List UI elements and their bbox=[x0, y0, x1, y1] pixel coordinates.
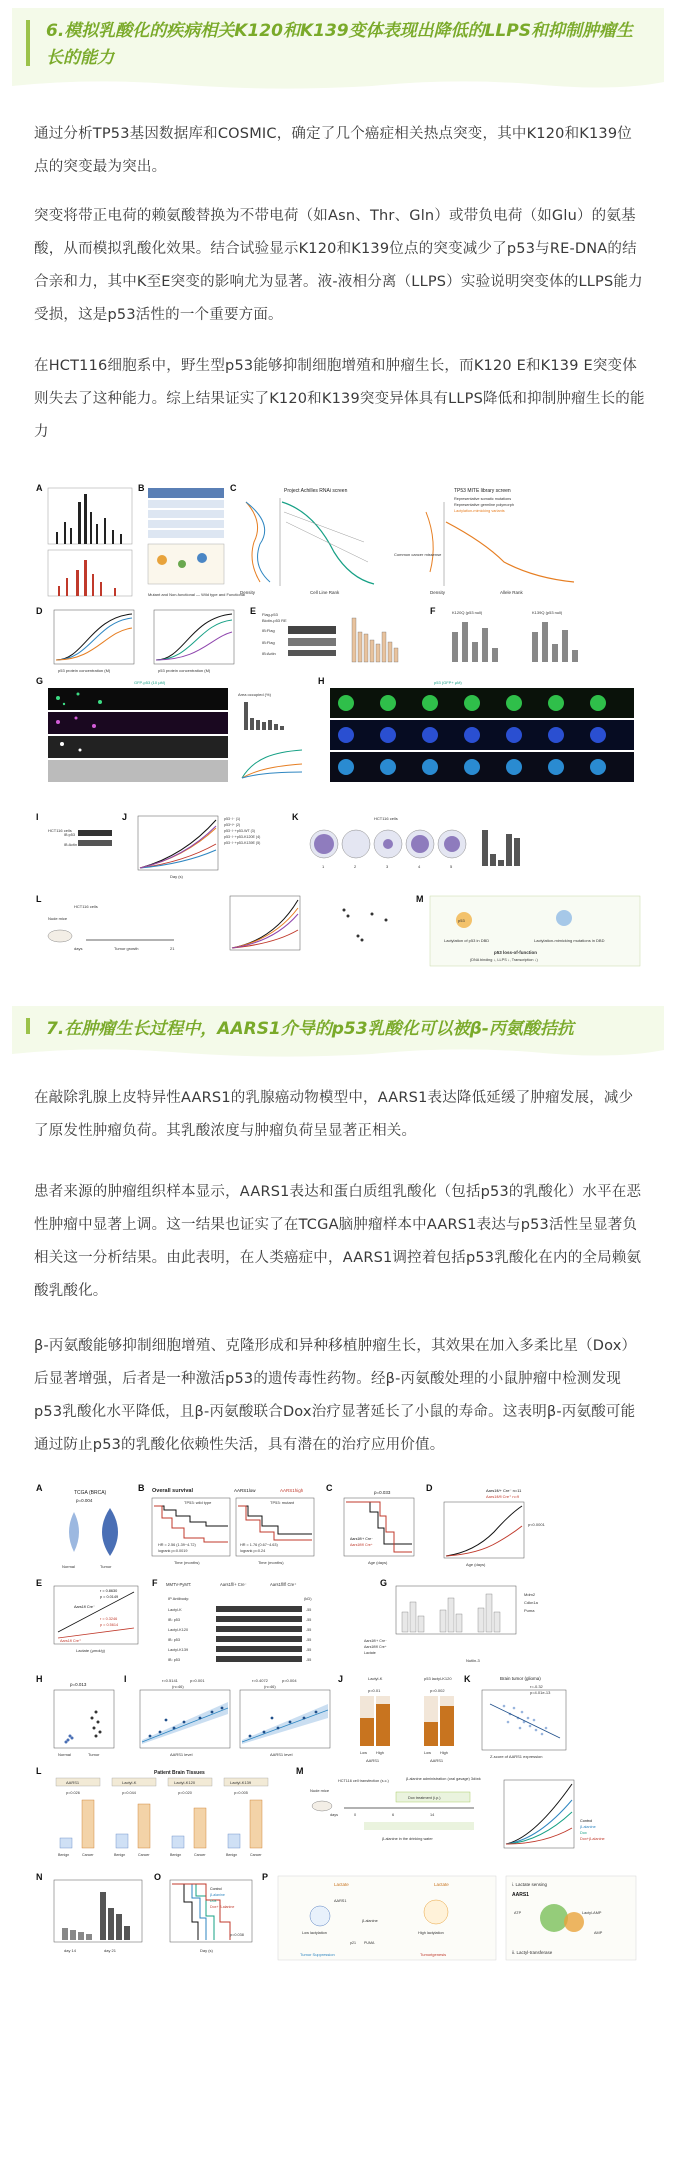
svg-text:Lactyl-K139: Lactyl-K139 bbox=[168, 1648, 189, 1652]
svg-text:Cancer: Cancer bbox=[250, 1853, 262, 1857]
svg-text:Time (months): Time (months) bbox=[258, 1560, 284, 1565]
svg-text:Lactyl-K120: Lactyl-K120 bbox=[168, 1628, 189, 1632]
figure-7 bbox=[34, 1482, 646, 2162]
svg-text:Aars1fl/+ Cre⁻: Aars1fl/+ Cre⁻ bbox=[220, 1582, 247, 1587]
svg-text:p53⁻/⁻+p53-K139E (5): p53⁻/⁻+p53-K139E (5) bbox=[224, 841, 261, 845]
svg-text:p = 0.0149: p = 0.0149 bbox=[100, 1595, 119, 1599]
fig6-panel-a bbox=[36, 483, 132, 596]
svg-text:p=0.002: p=0.002 bbox=[430, 1688, 445, 1693]
svg-text:Patient Brain Tissues: Patient Brain Tissues bbox=[154, 1770, 205, 1776]
svg-text:IB:Actin: IB:Actin bbox=[262, 651, 276, 656]
svg-text:TP53: wild type: TP53: wild type bbox=[184, 1500, 212, 1505]
svg-text:Lactyl-AMP: Lactyl-AMP bbox=[582, 1911, 602, 1915]
svg-text:O: O bbox=[154, 1872, 162, 1882]
fig6-panel-h bbox=[318, 676, 634, 782]
svg-text:1: 1 bbox=[322, 864, 325, 869]
fig7-panel-m bbox=[296, 1766, 605, 1848]
svg-text:β-alanine in the drinking wate: β-alanine in the drinking water bbox=[382, 1837, 433, 1841]
svg-text:p53⁺/⁺ (2): p53⁺/⁺ (2) bbox=[224, 823, 241, 827]
svg-text:Density: Density bbox=[240, 590, 256, 595]
svg-text:Aars1fl Cre⁻: Aars1fl Cre⁻ bbox=[74, 1605, 95, 1609]
svg-text:Cancer: Cancer bbox=[138, 1853, 150, 1857]
svg-text:Time (months): Time (months) bbox=[174, 1560, 200, 1565]
svg-text:r=0.5141: r=0.5141 bbox=[162, 1678, 178, 1683]
svg-text:(kD): (kD) bbox=[304, 1596, 312, 1601]
fig6-panel-d bbox=[36, 606, 234, 673]
svg-text:IB:Flag: IB:Flag bbox=[262, 640, 275, 645]
svg-text:Cdkn1a: Cdkn1a bbox=[524, 1600, 538, 1605]
svg-text:p53⁻/⁻ (1): p53⁻/⁻ (1) bbox=[224, 817, 241, 821]
svg-text:P: P bbox=[262, 1872, 269, 1882]
svg-text:Allele Rank: Allele Rank bbox=[500, 590, 523, 595]
svg-text:r=-0.32: r=-0.32 bbox=[530, 1684, 543, 1689]
svg-text:HCT116 cells: HCT116 cells bbox=[48, 828, 72, 833]
svg-text:Mdm2: Mdm2 bbox=[524, 1592, 536, 1597]
svg-text:Representative germline polymo: Representative germline polymorph bbox=[454, 503, 514, 507]
svg-text:Nutlin-3: Nutlin-3 bbox=[466, 1658, 480, 1663]
svg-text:IB: p53: IB: p53 bbox=[168, 1618, 181, 1622]
svg-text:HCT116 cells: HCT116 cells bbox=[374, 816, 398, 821]
svg-text:AARS1: AARS1 bbox=[334, 1899, 347, 1903]
svg-text:Tumorigenesis: Tumorigenesis bbox=[420, 1952, 447, 1957]
svg-text:I: I bbox=[36, 812, 39, 822]
fig7-panel-p bbox=[262, 1872, 636, 1960]
svg-text:AARS1high: AARS1high bbox=[280, 1488, 304, 1493]
fig6-panel-k bbox=[292, 812, 520, 869]
fig7-panel-k bbox=[464, 1674, 566, 1759]
svg-text:p53 protein concentration (M): p53 protein concentration (M) bbox=[158, 668, 211, 673]
svg-text:days: days bbox=[74, 946, 83, 951]
fig6-panel-g bbox=[36, 676, 302, 782]
svg-text:Overall survival: Overall survival bbox=[152, 1488, 193, 1494]
svg-text:p=0.013: p=0.013 bbox=[70, 1682, 87, 1687]
svg-text:TP53 MITE library screen: TP53 MITE library screen bbox=[454, 488, 511, 494]
svg-text:IB: p53: IB: p53 bbox=[168, 1638, 181, 1642]
svg-text:day 14: day 14 bbox=[64, 1948, 77, 1953]
svg-text:p53 lactyl-K120: p53 lactyl-K120 bbox=[424, 1676, 452, 1681]
fig6-panel-f bbox=[430, 606, 578, 662]
svg-text:Lactate (μmol/g): Lactate (μmol/g) bbox=[76, 1648, 105, 1653]
svg-text:β-alanine: β-alanine bbox=[362, 1919, 378, 1923]
svg-text:Aars1fl/+ Cre⁻ n=11: Aars1fl/+ Cre⁻ n=11 bbox=[486, 1488, 522, 1493]
svg-text:E: E bbox=[36, 1578, 43, 1588]
fig6-panel-e bbox=[250, 606, 398, 662]
fig7-panel-d bbox=[426, 1483, 546, 1567]
section-6-title: 6.模拟乳酸化的疾病相关K120和K139变体表现出降低的LLPS和抑制肿瘤生长的能力 bbox=[46, 21, 633, 68]
svg-text:Aars1fl/fl Cre⁺: Aars1fl/fl Cre⁺ bbox=[270, 1582, 297, 1587]
svg-text:p=0.005: p=0.005 bbox=[234, 1791, 248, 1795]
svg-text:p=0.038: p=0.038 bbox=[230, 1933, 244, 1937]
svg-text:Age (days): Age (days) bbox=[368, 1560, 388, 1565]
section-7-header bbox=[12, 1006, 664, 1046]
svg-text:MMTV-PyMT:: MMTV-PyMT: bbox=[166, 1582, 192, 1587]
fig7-panel-n bbox=[36, 1872, 142, 1953]
svg-text:I: I bbox=[124, 1674, 127, 1684]
figure-7-svg bbox=[34, 1482, 646, 2162]
svg-text:Lactate: Lactate bbox=[434, 1882, 449, 1887]
svg-text:0: 0 bbox=[354, 1813, 357, 1817]
section-6-header bbox=[12, 8, 664, 78]
svg-text:p=0.020: p=0.020 bbox=[178, 1791, 192, 1795]
svg-text:2: 2 bbox=[354, 864, 357, 869]
svg-text:Lactyl-K120: Lactyl-K120 bbox=[174, 1780, 196, 1785]
svg-text:AARS1: AARS1 bbox=[512, 1892, 529, 1898]
section-6-paragraph-3: 在HCT116细胞系中，野生型p53能够抑制细胞增殖和肿瘤生长，而K120 E和K139 E突变体则失去了这种能力。综上结果证实了K120和K139突变异体具有LLPS降低和抑制肿瘤生长的能力 bbox=[34, 358, 645, 440]
svg-text:TP53: mutant: TP53: mutant bbox=[270, 1500, 295, 1505]
svg-text:Aars1fl/fl Cre⁺: Aars1fl/fl Cre⁺ bbox=[350, 1543, 373, 1547]
svg-text:Dox treatment (i.p.): Dox treatment (i.p.) bbox=[408, 1796, 441, 1800]
svg-text:p=0.033: p=0.033 bbox=[374, 1490, 391, 1495]
svg-text:p=4.01e-13: p=4.01e-13 bbox=[530, 1690, 551, 1695]
svg-text:Day (s): Day (s) bbox=[170, 874, 183, 879]
svg-text:Benign: Benign bbox=[226, 1853, 238, 1857]
svg-text:Tumor: Tumor bbox=[88, 1752, 100, 1757]
svg-text:N: N bbox=[36, 1872, 43, 1882]
svg-text:High: High bbox=[376, 1751, 384, 1755]
svg-text:days: days bbox=[330, 1813, 339, 1817]
svg-text:p=0.004: p=0.004 bbox=[282, 1678, 297, 1683]
svg-text:AMP: AMP bbox=[594, 1931, 603, 1935]
svg-text:Project Achilles RNAi screen: Project Achilles RNAi screen bbox=[284, 488, 348, 494]
fig6-panel-m bbox=[416, 894, 640, 966]
svg-text:β-alanine: β-alanine bbox=[580, 1825, 596, 1829]
fig7-panel-o bbox=[154, 1872, 252, 1953]
svg-text:M: M bbox=[296, 1766, 304, 1776]
svg-text:High: High bbox=[440, 1751, 448, 1755]
svg-text:C: C bbox=[230, 483, 237, 493]
svg-text:Dox: Dox bbox=[210, 1899, 217, 1903]
section-7-paragraph-2: 患者来源的肿瘤组织样本显示，AARS1表达和蛋白质组乳酸化（包括p53的乳酸化）水平在恶性肿瘤中显著上调。这一结果也证实了在TCGA脑肿瘤样本中AARS1表达与p53活性呈显著负相关这一分析结果。由此表明，在人类癌症中，AARS1调控着包括p53乳酸化在内的全局赖氨酸乳酸化。 bbox=[34, 1184, 642, 1299]
svg-text:Low: Low bbox=[424, 1751, 431, 1755]
svg-text:K120Q (p53 null): K120Q (p53 null) bbox=[452, 610, 483, 615]
svg-text:Lactyl-K: Lactyl-K bbox=[368, 1676, 383, 1681]
svg-text:Lactylation-mimicking mutation: Lactylation-mimicking mutations in DBD bbox=[534, 938, 605, 943]
svg-text:Representative somatic mutatio: Representative somatic mutations bbox=[454, 497, 512, 501]
svg-text:Brain tumor (glioma): Brain tumor (glioma) bbox=[500, 1676, 541, 1681]
svg-text:D: D bbox=[426, 1483, 433, 1493]
svg-text:E: E bbox=[250, 606, 257, 616]
svg-text:Nude mice: Nude mice bbox=[48, 916, 68, 921]
section-7-paragraph-1: 在敲除乳腺上皮特异性AARS1的乳腺癌动物模型中，AARS1表达降低延缓了肿瘤发展，减少了原发性肿瘤负荷。其乳酸浓度与肿瘤负荷呈显著正相关。 bbox=[34, 1090, 634, 1139]
fig7-panel-e bbox=[36, 1578, 138, 1653]
svg-text:ATP: ATP bbox=[514, 1911, 522, 1915]
fig7-panel-j bbox=[338, 1674, 454, 1763]
svg-text:Aars1fl/fl Cre⁺ n=9: Aars1fl/fl Cre⁺ n=9 bbox=[486, 1494, 520, 1499]
figure-6-lower bbox=[34, 790, 646, 986]
svg-text:6: 6 bbox=[392, 1813, 395, 1817]
svg-text:p21: p21 bbox=[350, 1941, 356, 1945]
svg-text:Common cancer missense: Common cancer missense bbox=[394, 552, 442, 557]
section-6-wave bbox=[12, 78, 664, 92]
svg-text:A: A bbox=[36, 483, 43, 493]
section-6-paragraph-1: 通过分析TP53基因数据库和COSMIC，确定了几个癌症相关热点突变，其中K120和K139位点的突变最为突出。 bbox=[34, 126, 632, 175]
svg-text:HR = 1.76 (0.67~4.63): HR = 1.76 (0.67~4.63) bbox=[240, 1543, 278, 1547]
svg-text:Lactyl-K139: Lactyl-K139 bbox=[230, 1780, 252, 1785]
svg-text:Benign: Benign bbox=[58, 1853, 70, 1857]
svg-text:Low: Low bbox=[360, 1751, 367, 1755]
svg-text:L: L bbox=[36, 1766, 42, 1776]
svg-text:Lactylation-mimicking variants: Lactylation-mimicking variants bbox=[454, 509, 505, 513]
svg-text:Lactate: Lactate bbox=[334, 1882, 349, 1887]
figure-6-svg bbox=[34, 482, 646, 812]
fig7-panel-b bbox=[138, 1483, 314, 1565]
svg-text:AARS1: AARS1 bbox=[430, 1758, 444, 1763]
svg-text:Nude mice: Nude mice bbox=[310, 1788, 330, 1793]
fig6-panel-l bbox=[36, 894, 388, 951]
fig7-panel-c bbox=[326, 1483, 414, 1565]
svg-text:i. Lactate sensing: i. Lactate sensing bbox=[512, 1882, 548, 1887]
svg-text:H: H bbox=[36, 1674, 43, 1684]
section-7-wave bbox=[12, 1046, 664, 1060]
svg-text:K: K bbox=[464, 1674, 471, 1684]
svg-text:F: F bbox=[430, 606, 436, 616]
svg-text:Low lactylation: Low lactylation bbox=[302, 1931, 327, 1935]
svg-text:4: 4 bbox=[418, 864, 421, 869]
fig7-panel-i bbox=[124, 1674, 330, 1757]
svg-text:p53 (GFP+ μM): p53 (GFP+ μM) bbox=[434, 680, 462, 685]
svg-text:Cell Line Rank: Cell Line Rank bbox=[310, 590, 340, 595]
svg-text:Lactyl-K: Lactyl-K bbox=[168, 1608, 182, 1612]
fig7-panel-g bbox=[364, 1578, 539, 1663]
svg-text:p=0.01: p=0.01 bbox=[368, 1688, 381, 1693]
svg-text:p=0.044: p=0.044 bbox=[122, 1791, 136, 1795]
svg-text:J: J bbox=[122, 812, 128, 822]
svg-text:AARS1: AARS1 bbox=[366, 1758, 380, 1763]
fig6-panel-b bbox=[138, 483, 245, 597]
svg-text:HR = 2.56 (1.39~4.72): HR = 2.56 (1.39~4.72) bbox=[158, 1543, 196, 1547]
svg-text:Normal: Normal bbox=[58, 1752, 71, 1757]
svg-text:14: 14 bbox=[430, 1813, 435, 1817]
svg-text:HCT116 cell transfection (s.c.: HCT116 cell transfection (s.c.) bbox=[338, 1779, 389, 1783]
svg-text:-55: -55 bbox=[306, 1608, 312, 1612]
svg-text:K139Q (p53 null): K139Q (p53 null) bbox=[532, 610, 563, 615]
svg-text:Dox: Dox bbox=[580, 1831, 587, 1835]
svg-text:21: 21 bbox=[170, 946, 175, 951]
svg-text:AARS1 level: AARS1 level bbox=[170, 1752, 193, 1757]
svg-text:GFP-p53 (10 μM): GFP-p53 (10 μM) bbox=[134, 680, 166, 685]
svg-text:p=0.001: p=0.001 bbox=[190, 1678, 205, 1683]
svg-text:Mutant and Non-functional — Wi: Mutant and Non-functional — Wild type and Functional bbox=[148, 592, 245, 597]
svg-text:J: J bbox=[338, 1674, 344, 1684]
fig6-panel-c bbox=[230, 483, 574, 595]
svg-text:Dox+ β-alanine: Dox+ β-alanine bbox=[210, 1905, 235, 1909]
fig7-panel-l bbox=[36, 1766, 268, 1857]
svg-text:(n=46): (n=46) bbox=[264, 1684, 276, 1689]
svg-text:IB:Actin: IB:Actin bbox=[64, 843, 78, 847]
svg-text:-55: -55 bbox=[306, 1628, 312, 1632]
svg-text:Benign: Benign bbox=[114, 1853, 126, 1857]
svg-text:Aars1fl/fl Cre⁺: Aars1fl/fl Cre⁺ bbox=[364, 1645, 387, 1649]
svg-text:Normal: Normal bbox=[62, 1564, 75, 1569]
svg-text:day 21: day 21 bbox=[104, 1948, 117, 1953]
svg-text:p53⁻/⁻+p53-K120E (4): p53⁻/⁻+p53-K120E (4) bbox=[224, 835, 261, 839]
fig6-panel-i bbox=[36, 812, 112, 847]
svg-text:IP Antibody:: IP Antibody: bbox=[168, 1596, 190, 1601]
svg-text:IB:Flag: IB:Flag bbox=[262, 628, 275, 633]
svg-text:D: D bbox=[36, 606, 43, 616]
svg-text:logrank p=0.0019: logrank p=0.0019 bbox=[158, 1549, 188, 1553]
svg-text:Dox+β-alanine: Dox+β-alanine bbox=[580, 1837, 605, 1841]
svg-text:M: M bbox=[416, 894, 424, 904]
svg-text:p<0.0001: p<0.0001 bbox=[528, 1522, 545, 1527]
svg-text:A: A bbox=[36, 1483, 43, 1493]
svg-text:G: G bbox=[36, 676, 44, 686]
svg-text:p=0.004: p=0.004 bbox=[76, 1498, 93, 1503]
svg-text:Control: Control bbox=[210, 1887, 222, 1891]
svg-text:p53: p53 bbox=[458, 918, 465, 923]
svg-text:Cancer: Cancer bbox=[194, 1853, 206, 1857]
svg-text:Puma: Puma bbox=[524, 1608, 535, 1613]
svg-text:Aars1fl/+ Cre⁻: Aars1fl/+ Cre⁻ bbox=[350, 1537, 373, 1541]
svg-text:AARS1 level: AARS1 level bbox=[270, 1752, 293, 1757]
fig6-panel-j bbox=[122, 812, 260, 879]
svg-text:TCGA (BRCA): TCGA (BRCA) bbox=[74, 1490, 107, 1496]
section-6-paragraph-2: 突变将带正电荷的赖氨酸替换为不带电荷（如Asn、Thr、Gln）或带负电荷（如Glu）的氨基酸，从而模拟乳酸化效果。结合试验显示K120和K139位点的突变减少了p53与RE-DNA的结合亲和力，其中K至E突变的影响尤为显著。液-液相分离（LLPS）实验说明突变体的LLPS能力受损，这是p53活性的一个重要方面。 bbox=[34, 208, 643, 323]
svg-text:Aars1fl Cre⁺: Aars1fl Cre⁺ bbox=[60, 1639, 81, 1643]
svg-text:-55: -55 bbox=[306, 1618, 312, 1622]
svg-text:Biotin-p53 RE: Biotin-p53 RE bbox=[262, 618, 287, 623]
svg-text:Day (s): Day (s) bbox=[200, 1948, 213, 1953]
svg-text:Area occupied (%): Area occupied (%) bbox=[238, 692, 271, 697]
svg-text:(DNA binding ↓, LLPS ↓, Transc: (DNA binding ↓, LLPS ↓, Transcription ↓) bbox=[470, 958, 538, 962]
svg-text:ii. Lactyl-transferase: ii. Lactyl-transferase bbox=[512, 1950, 553, 1955]
svg-text:-55: -55 bbox=[306, 1648, 312, 1652]
svg-text:HCT116 cells: HCT116 cells bbox=[74, 904, 98, 909]
svg-text:3: 3 bbox=[386, 864, 389, 869]
fig7-panel-h bbox=[36, 1674, 114, 1757]
svg-text:K: K bbox=[292, 812, 299, 822]
svg-text:-55: -55 bbox=[306, 1638, 312, 1642]
svg-text:Cancer: Cancer bbox=[82, 1853, 94, 1857]
svg-text:p=0.026: p=0.026 bbox=[66, 1791, 80, 1795]
svg-text:IB: p53: IB: p53 bbox=[168, 1658, 181, 1662]
figure-6 bbox=[34, 482, 646, 812]
svg-text:PUMA: PUMA bbox=[364, 1941, 375, 1945]
svg-text:H: H bbox=[318, 676, 325, 686]
svg-text:r = 0.3246: r = 0.3246 bbox=[100, 1617, 118, 1621]
svg-text:Benign: Benign bbox=[170, 1853, 182, 1857]
fig7-panel-f bbox=[152, 1578, 312, 1662]
svg-text:r = 0.8630: r = 0.8630 bbox=[100, 1589, 118, 1593]
svg-text:Tumor growth: Tumor growth bbox=[114, 946, 139, 951]
svg-text:-55: -55 bbox=[306, 1658, 312, 1662]
svg-text:p53 loss-of-function: p53 loss-of-function bbox=[494, 950, 537, 955]
svg-text:p53 protein concentration (M): p53 protein concentration (M) bbox=[58, 668, 111, 673]
svg-text:Lactylation of p53 in DBD: Lactylation of p53 in DBD bbox=[444, 938, 490, 943]
svg-text:r=0.4072: r=0.4072 bbox=[252, 1678, 268, 1683]
svg-text:Tumor: Tumor bbox=[100, 1564, 112, 1569]
svg-text:Density: Density bbox=[430, 590, 446, 595]
svg-text:High lactylation: High lactylation bbox=[418, 1931, 444, 1935]
fig7-panel-a bbox=[36, 1483, 118, 1569]
svg-text:L: L bbox=[36, 894, 42, 904]
section-7-title: 7.在肿瘤生长过程中，AARS1介导的p53乳酸化可以被β-丙氨酸拮抗 bbox=[46, 1019, 574, 1039]
svg-text:5: 5 bbox=[450, 864, 453, 869]
svg-text:AARS1low: AARS1low bbox=[234, 1488, 256, 1493]
svg-text:B: B bbox=[138, 1483, 145, 1493]
svg-text:B: B bbox=[138, 483, 145, 493]
svg-text:Z-score of AARS1 expression: Z-score of AARS1 expression bbox=[490, 1754, 543, 1759]
svg-text:Lactyl-K: Lactyl-K bbox=[122, 1780, 137, 1785]
section-7-paragraph-3: β-丙氨酸能够抑制细胞增殖、克隆形成和异种移植肿瘤生长，其效果在加入多柔比星（Dox）后显著增强，后者是一种激活p53的遗传毒性药物。经β-丙氨酸处理的小鼠肿瘤中检测发现p53乳酸化水平降低，且β-丙氨酸联合Dox治疗显著延长了小鼠的寿命。这表明β-丙氨酸可能通过防止p53的乳酸化依赖性失活，具有潜在的治疗应用价值。 bbox=[34, 1338, 637, 1453]
svg-text:β-alanine: β-alanine bbox=[210, 1893, 225, 1897]
svg-text:C: C bbox=[326, 1483, 333, 1493]
svg-text:logrank p=0.24: logrank p=0.24 bbox=[240, 1549, 266, 1553]
svg-text:F: F bbox=[152, 1578, 158, 1588]
svg-text:p = 0.5614: p = 0.5614 bbox=[100, 1623, 119, 1627]
svg-text:Flag-p53: Flag-p53 bbox=[262, 612, 278, 617]
svg-text:IB:p53: IB:p53 bbox=[64, 833, 75, 837]
svg-text:Lactate: Lactate bbox=[364, 1651, 376, 1655]
svg-text:(n=46): (n=46) bbox=[172, 1684, 184, 1689]
svg-text:AARS1: AARS1 bbox=[66, 1780, 80, 1785]
svg-text:Age (days): Age (days) bbox=[466, 1562, 486, 1567]
svg-text:β-alanine administration (oral: β-alanine administration (oral gavage) 3d/wk bbox=[406, 1777, 481, 1781]
svg-text:Aars1fl/+ Cre⁻: Aars1fl/+ Cre⁻ bbox=[364, 1639, 387, 1643]
svg-text:p53⁻/⁻+p53-WT (3): p53⁻/⁻+p53-WT (3) bbox=[224, 829, 255, 833]
svg-text:G: G bbox=[380, 1578, 388, 1588]
svg-text:Control: Control bbox=[580, 1819, 593, 1823]
svg-text:Tumor Suppression: Tumor Suppression bbox=[300, 1952, 335, 1957]
